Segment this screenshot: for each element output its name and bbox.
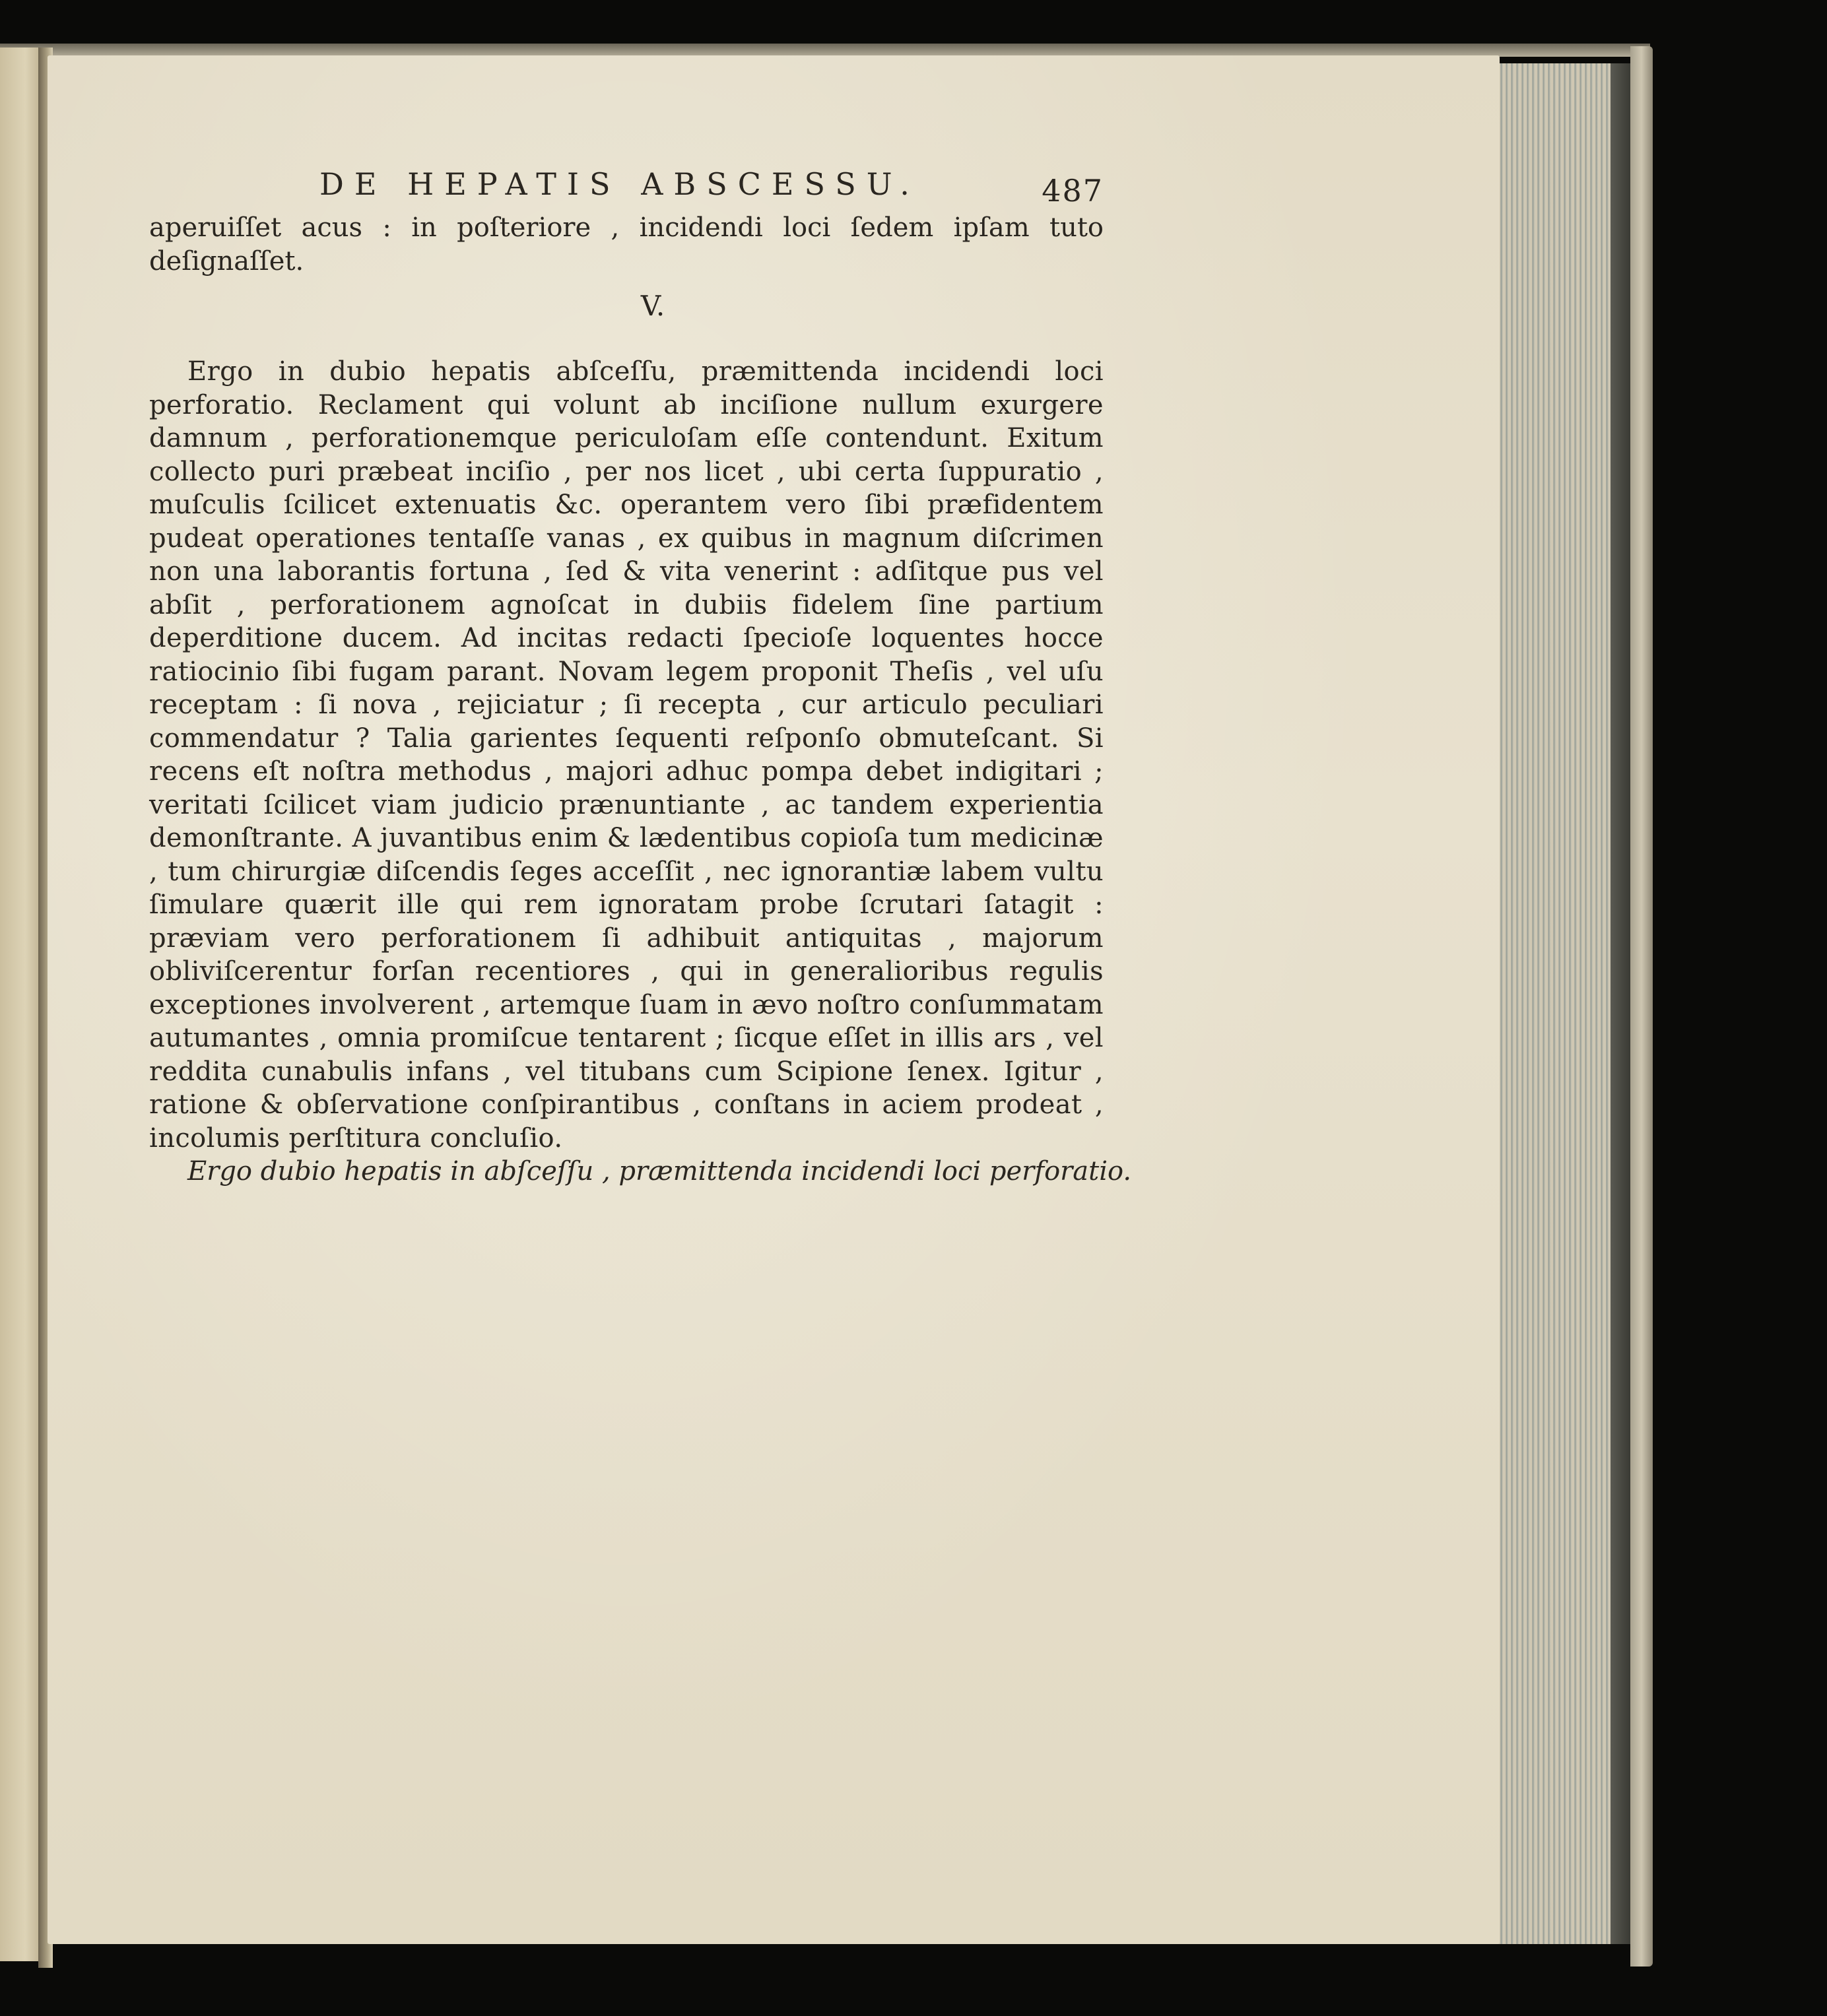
main-paragraph: Ergo in dubio hepatis abſceſſu, præmittenda incidendi loci perforatio. Reclament qui volunt ab inciſione nullum exurgere damnum , perforationemque periculoſam eſſe contendunt. Exitum collecto puri præbeat inciſio , per nos licet , ubi certa ſuppuratio , muſculis ſcilicet extenuatis &c. operantem vero ſibi præfidentem pudeat operationes tentaſſe vanas , ex quibus in magnum diſcrimen non una laborantis fortuna , ſed & vita venerint : adſitque pus vel abſit , perforationem agnoſcat in dubiis fidelem ſine partium deperditione ducem. Ad incitas redacti ſpecioſe loquentes hocce ratiocinio ſibi fugam parant. Novam legem proponit Theſis , vel uſu receptam : ſi nova , rejiciatur ; ſi recepta , cur articulo peculiari commendatur ? Talia garientes ſequenti reſponſo obmuteſcant. Si recens eſt noſtra methodus , majori adhuc pompa debet indigitari ; veritati ſcilicet viam judicio prænuntiante , ac tandem experientia demonſtrante. A juvantibus enim & lædentibus copioſa tum medicinæ , tum chirurgiæ diſcendis ſeges acceſſit , nec ignorantiæ labem vultu ſimulare quærit ille qui rem ignoratam probe ſcrutari ſatagit : præviam vero perforationem ſi adhibuit antiquitas , majorum obliviſcerentur forſan recentiores , qui in generalioribus regulis exceptiones involverent , artemque ſuam in ævo noſtro conſummatam autumantes , omnia promiſcue tentarent ; ſicque eſſet in illis ars , vel reddita cunabulis infans , vel titubans cum Scipione ſenex. Igitur , ratione & obſervatione conſpirantibus , conſtans in aciem prodeat , incolumis perſtitura concluſio. bbox=[149, 356, 1104, 1154]
section-numeral: V. bbox=[640, 290, 665, 322]
continuation-text: aperuiſſet acus : in poſteriore , incidendi loci ſedem ipſam tuto deſignaſſet. bbox=[149, 212, 1104, 276]
facing-page-edge bbox=[0, 48, 42, 1961]
running-head-title: DE HEPATIS ABSCESSU. bbox=[319, 166, 920, 202]
book-top-edge bbox=[0, 44, 1650, 57]
page-stack-edges bbox=[1493, 63, 1622, 1944]
book-cover-edge bbox=[1630, 46, 1653, 1967]
page-number: 487 bbox=[1042, 173, 1104, 209]
conclusion-line: Ergo dubio hepatis in abſceſſu , præmittenda incidendi loci perforatio. bbox=[187, 1156, 1132, 1187]
running-head bbox=[149, 166, 1104, 212]
text-block bbox=[149, 166, 1132, 1188]
